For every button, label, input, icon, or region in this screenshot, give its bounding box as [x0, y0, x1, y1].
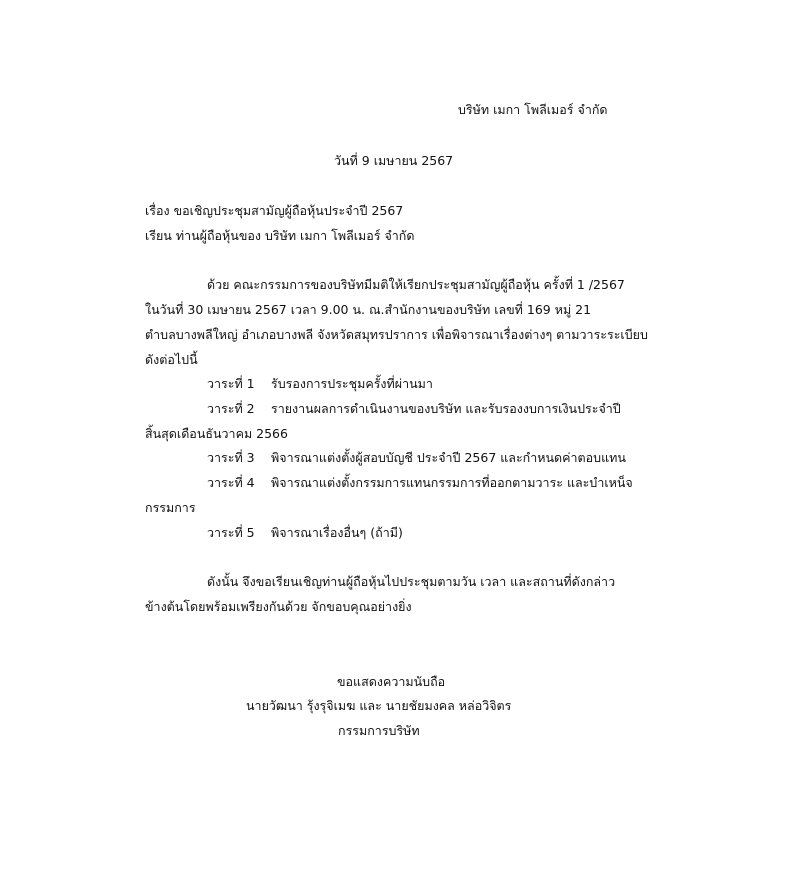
agenda-label: วาระที่ 5 — [207, 525, 255, 540]
letter-date: วันที่ 9 เมษายน 2567 — [334, 153, 454, 168]
signature-role: กรรมการบริษัท — [338, 723, 420, 738]
intro-line: ในวันที่ 30 เมษายน 2567 เวลา 9.00 น. ณ.สำนักงานของบริษัท เลขที่ 169 หมู่ 21 — [145, 302, 592, 317]
agenda-label: วาระที่ 4 — [207, 475, 255, 490]
agenda-text: พิจารณาแต่งตั้งผู้สอบบัญชี ประจำปี 2567 และกำหนดค่าตอบแทน — [271, 450, 626, 465]
letter-recipient: เรียน ท่านผู้ถือหุ้นของ บริษัท เมกา โพลีเมอร์ จำกัด — [145, 228, 415, 243]
company-name: บริษัท เมกา โพลีเมอร์ จำกัด — [458, 102, 608, 117]
agenda-continuation: กรรมการ — [145, 500, 196, 515]
agenda-label: วาระที่ 1 — [207, 376, 255, 391]
letter-subject: เรื่อง ขอเชิญประชุมสามัญผู้ถือหุ้นประจำปี 2567 — [145, 203, 404, 218]
agenda-label: วาระที่ 2 — [207, 401, 255, 416]
agenda-text: รายงานผลการดำเนินงานของบริษัท และรับรองงบการเงินประจำปี — [271, 401, 621, 416]
signature-names: นายวัฒนา รุ้งรุจิเมฆ และ นายชัยมงคล หล่อวิจิตร — [246, 698, 512, 713]
agenda-label: วาระที่ 3 — [207, 450, 255, 465]
agenda-continuation: สิ้นสุดเดือนธันวาคม 2566 — [145, 426, 288, 441]
agenda-text: พิจารณาเรื่องอื่นๆ (ถ้ามี) — [271, 525, 403, 540]
signature-closing: ขอแสดงความนับถือ — [337, 674, 446, 689]
intro-line: ตำบลบางพลีใหญ่ อำเภอบางพลี จังหวัดสมุทรปราการ เพื่อพิจารณาเรื่องต่างๆ ตามวาระระเบียบ — [145, 327, 648, 342]
closing-line: ดังนั้น จึงขอเรียนเชิญท่านผู้ถือหุ้นไปประชุมตามวัน เวลา และสถานที่ดังกล่าว — [207, 574, 616, 589]
agenda-text: พิจารณาแต่งตั้งกรรมการแทนกรรมการที่ออกตามวาระ และบำเหน็จ — [271, 475, 633, 490]
intro-line: ดังต่อไปนี้ — [145, 352, 198, 367]
intro-line: ด้วย คณะกรรมการของบริษัทมีมติให้เรียกประชุมสามัญผู้ถือหุ้น ครั้งที่ 1 /2567 — [207, 277, 625, 292]
closing-line: ข้างต้นโดยพร้อมเพรียงกันด้วย จักขอบคุณอย่างยิ่ง — [145, 599, 412, 614]
agenda-text: รับรองการประชุมครั้งที่ผ่านมา — [271, 376, 433, 391]
